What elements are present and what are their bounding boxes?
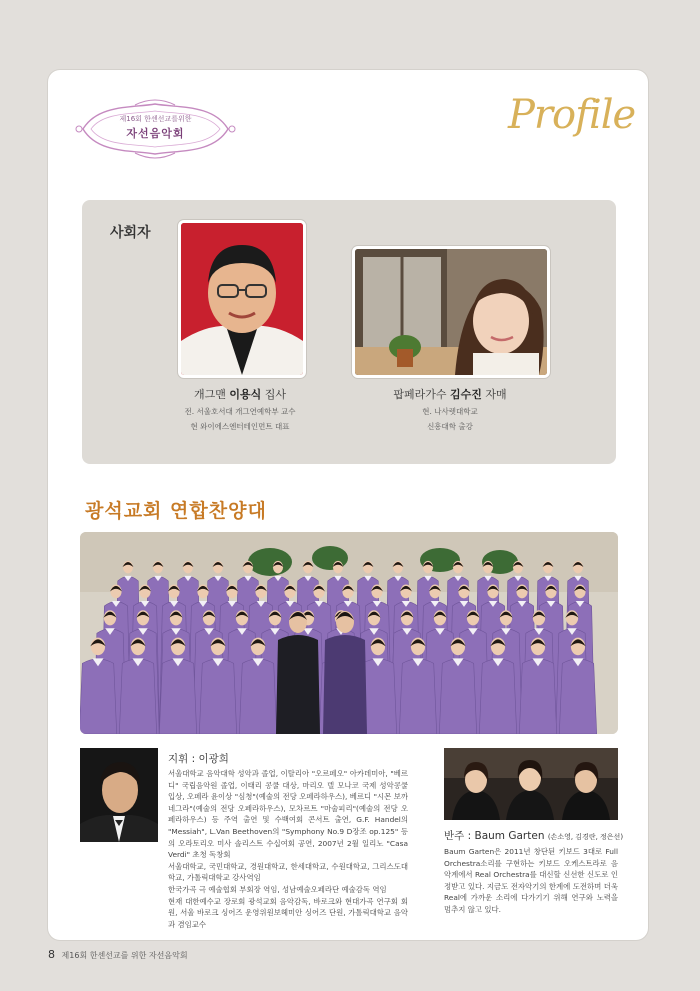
conductor-photo [80, 748, 158, 842]
choir-section-title: 광석교회 연합찬양대 [85, 500, 267, 522]
conductor-bio-p3: 한국가곡 극 예술협회 부회장 역임, 성남예술오페라단 예술감독 역임 [168, 884, 387, 894]
host2-name [350, 386, 550, 402]
accompaniment-label-text: 반주 : Baum Garten [444, 830, 545, 842]
conductor-bio-p2: 서울대학교, 국민대학교, 경원대학교, 한세대학교, 수원대학교, 그리스도대학교, 가톨릭대학교 강사역임 [168, 861, 408, 883]
accompaniment-label [444, 828, 623, 843]
accompaniment-bio: Baum Garten은 2011년 창단된 키보드 3대로 Full Orchestra소리를 구현하는 키보드 오케스트라로 음악계에서 Real Orchestra를 대신할 신선한 신도로 인정받고 있다. 지금도 전자악기의 한계에 도전하며 더욱 Real에 가까운 소리에 다가기기 위해 연구와 노력을 멈추지 않고 있다. [444, 847, 618, 914]
host1-desc-line2: 현 와이에스엔터테인먼트 대표 [190, 422, 290, 431]
concert-logo [73, 96, 238, 162]
host2-role: 팝페라가수 [393, 388, 447, 401]
host1-title: 집사 [264, 388, 287, 401]
conductor-label: 지휘 : 이광희 [168, 753, 229, 765]
host1-name-text: 이용식 [229, 388, 262, 401]
host2-desc-line1: 현. 나사렛대학교 [422, 407, 478, 416]
host2-desc-line2: 신흥대학 출강 [427, 422, 473, 431]
choir-photo [80, 532, 618, 734]
host1-name [140, 386, 340, 402]
host2-name-text: 김수진 [449, 388, 482, 401]
accompaniment-photo [444, 748, 618, 820]
page-number: 8 [48, 948, 55, 961]
conductor-bio-p4: 현재 대한예수교 장로회 광석교회 음악감독, 바로크와 현대가곡 연구회 회원, 서울 바로크 싱어즈 운영위원보헤미안 싱어즈 단원, 가톨릭대학교 음악과 겸임교수 [168, 896, 408, 929]
host2-description [350, 404, 550, 434]
host2-photo [352, 246, 550, 378]
logo-title: 자선음악회 [126, 127, 185, 140]
host1-description [140, 404, 340, 434]
host1-desc-line1: 전. 서울호서대 개그연예학부 교수 [184, 407, 296, 416]
mc-heading: 사회자 [110, 225, 151, 241]
accompaniment-members: (손소영, 김경란, 정은선) [547, 833, 624, 841]
host1-photo [178, 220, 306, 378]
profile-heading: Profile [508, 92, 636, 138]
conductor-bio-p1: 서울대학교 음악대학 성악과 졸업, 이탈리아 "오르페오" 아카데미아, "베르디" 국립음악원 졸업, 이태리 콩쿨 대상, 마리오 델 모나코 국제 성악콩쿨 입상, 오페라 윤이상 "심청"(예술의 전당 오페라하우스), 베르디 "시몬 보까네그라"(예술의 전당 오페라하우스), 모차르트 "마술피리"(예술의 전당 오페라하우스) 등 주역 출연 및 수백여회 콘서트 출연, G.F. Handel의 "Messiah", L.Van Beethoven의 "Symphony No.9 D장조 op.125" 등의 오라토리오 미사 솔리스트 수십여회 공연, 2007년 2월 일리노 "Casa Verdi" 초청 독창회 [168, 769, 408, 860]
logo-subtitle: 제16회 한센선교를위한 [119, 115, 192, 123]
footer-text: 제16회 한센선교를 위한 자선음악회 [61, 951, 188, 960]
host2-title: 자매 [485, 388, 507, 401]
page-footer [48, 948, 188, 961]
host1-role: 개그맨 [193, 388, 226, 401]
conductor-bio [168, 768, 408, 930]
